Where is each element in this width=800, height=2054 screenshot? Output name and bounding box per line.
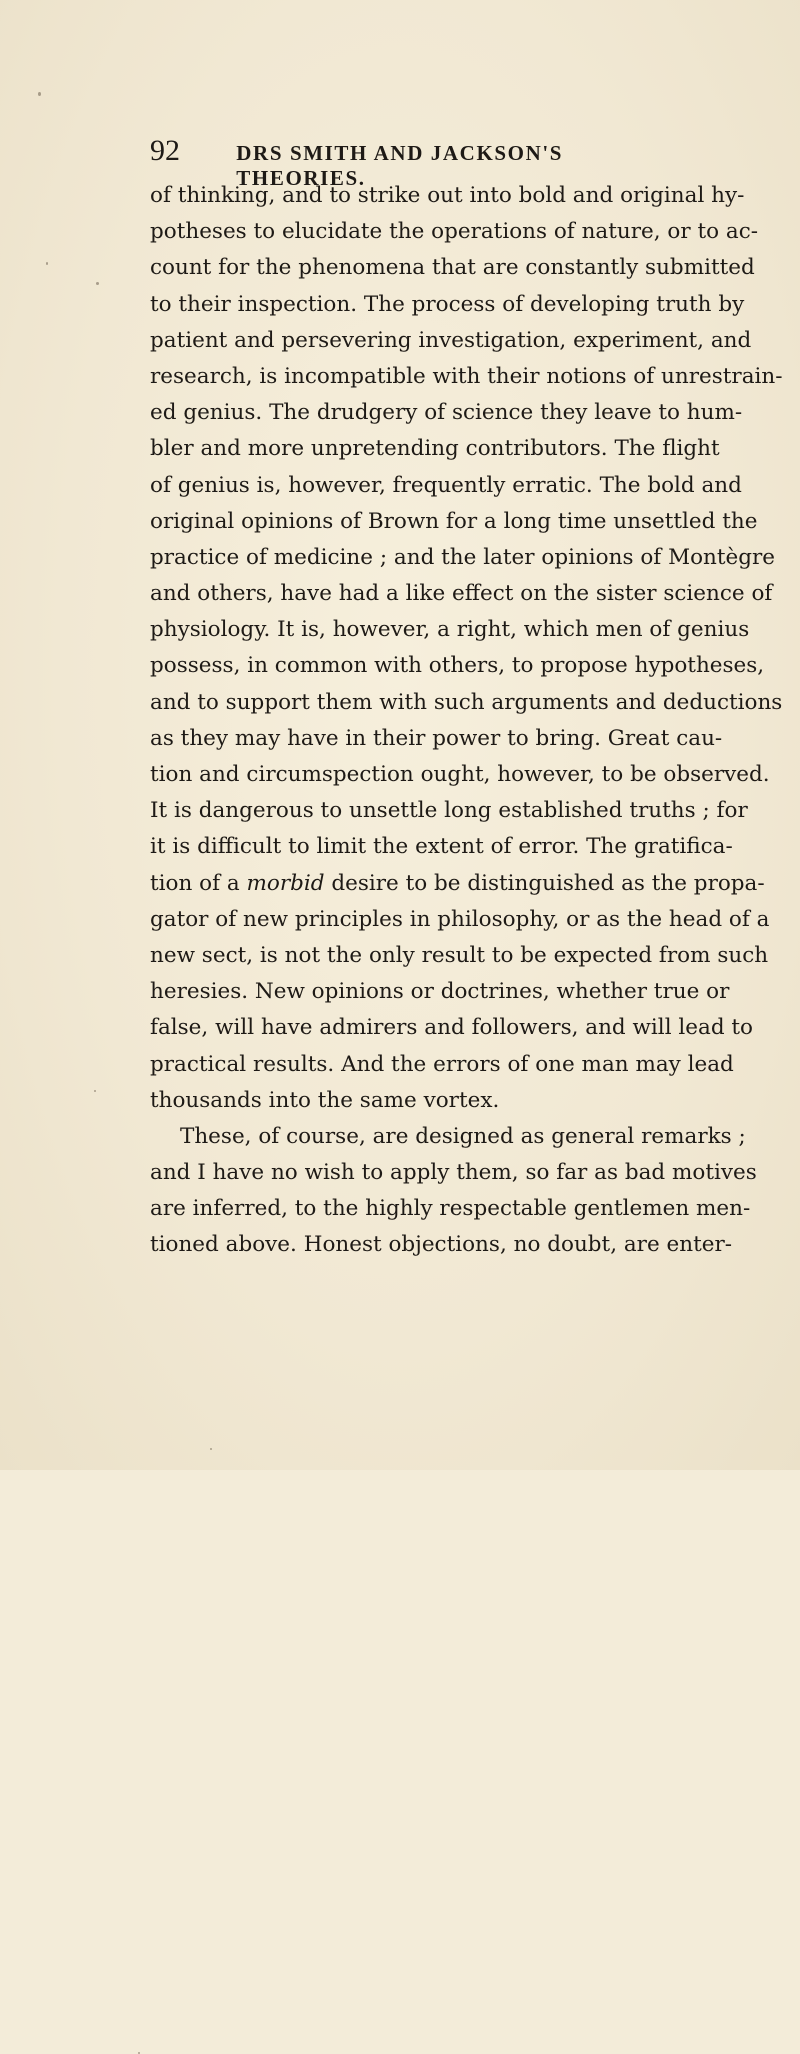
text-line: and to support them with such arguments and deductions: [150, 689, 783, 715]
text-line: practical results. And the errors of one man may lead: [150, 1051, 734, 1077]
text-line: count for the phenomena that are constantly submitted: [150, 255, 755, 281]
italic-word: morbid: [246, 870, 325, 896]
paper-speck: [38, 92, 41, 96]
text-line: bler and more unpretending contributors. The flight: [150, 436, 720, 462]
running-title: DRS SMITH AND JACKSON'S THEORIES.: [236, 141, 564, 190]
text-line: practice of medicine ; and the later opinions of Montègre: [150, 544, 776, 570]
paragraph-start-line: These, of course, are designed as general remarks ;: [180, 1123, 746, 1149]
line-segment: desire to be distinguished as the propa-: [324, 870, 765, 896]
text-line: and others, have had a like effect on the sister science of: [150, 581, 773, 607]
text-line: to their inspection. The process of developing truth by: [150, 291, 745, 317]
text-line: tioned above. Honest objections, no doubt, are enter-: [150, 1232, 732, 1258]
text-line: possess, in common with others, to propose hypotheses,: [150, 653, 765, 679]
page-number: 92: [150, 134, 180, 167]
text-line: as they may have in their power to bring. Great cau-: [150, 725, 723, 751]
text-line: gator of new principles in philosophy, or as the head of a: [150, 906, 770, 932]
body-text: [150, 178, 783, 1264]
text-line: new sect, is not the only result to be expected from such: [150, 942, 769, 968]
running-head: [150, 134, 690, 190]
text-line: ed genius. The drudgery of science they leave to hum-: [150, 400, 743, 426]
text-line: tion and circumspection ought, however, to be observed.: [150, 762, 770, 787]
text-line: It is dangerous to unsettle long established truths ; for: [150, 798, 748, 824]
text-line: it is difficult to limit the extent of error. The gratifica-: [150, 834, 733, 860]
text-line: of thinking, and to strike out into bold and original hy-: [150, 183, 745, 208]
paper-speck: [94, 1090, 96, 1092]
paper-speck: [210, 1448, 212, 1450]
text-line: of genius is, however, frequently erratic. The bold and: [150, 472, 742, 498]
text-line: patient and persevering investigation, experiment, and: [150, 327, 752, 353]
paper-speck: [46, 262, 48, 265]
text-line: potheses to elucidate the operations of nature, or to ac-: [150, 219, 759, 245]
line-segment: tion of a: [150, 870, 247, 896]
paper-speck: [96, 282, 99, 285]
text-line: heresies. New opinions or doctrines, whether true or: [150, 979, 730, 1005]
text-line: and I have no wish to apply them, so far as bad motives: [150, 1160, 757, 1186]
text-line: false, will have admirers and followers, and will lead to: [150, 1015, 753, 1041]
text-line: physiology. It is, however, a right, which men of genius: [150, 617, 750, 643]
paragraph-end-line: thousands into the same vortex.: [150, 1087, 500, 1113]
text-line: research, is incompatible with their notions of unrestrain-: [150, 363, 783, 389]
text-line: original opinions of Brown for a long time unsettled the: [150, 508, 758, 534]
text-line-with-italic: [150, 866, 765, 902]
text-line: are inferred, to the highly respectable gentlemen men-: [150, 1196, 751, 1222]
